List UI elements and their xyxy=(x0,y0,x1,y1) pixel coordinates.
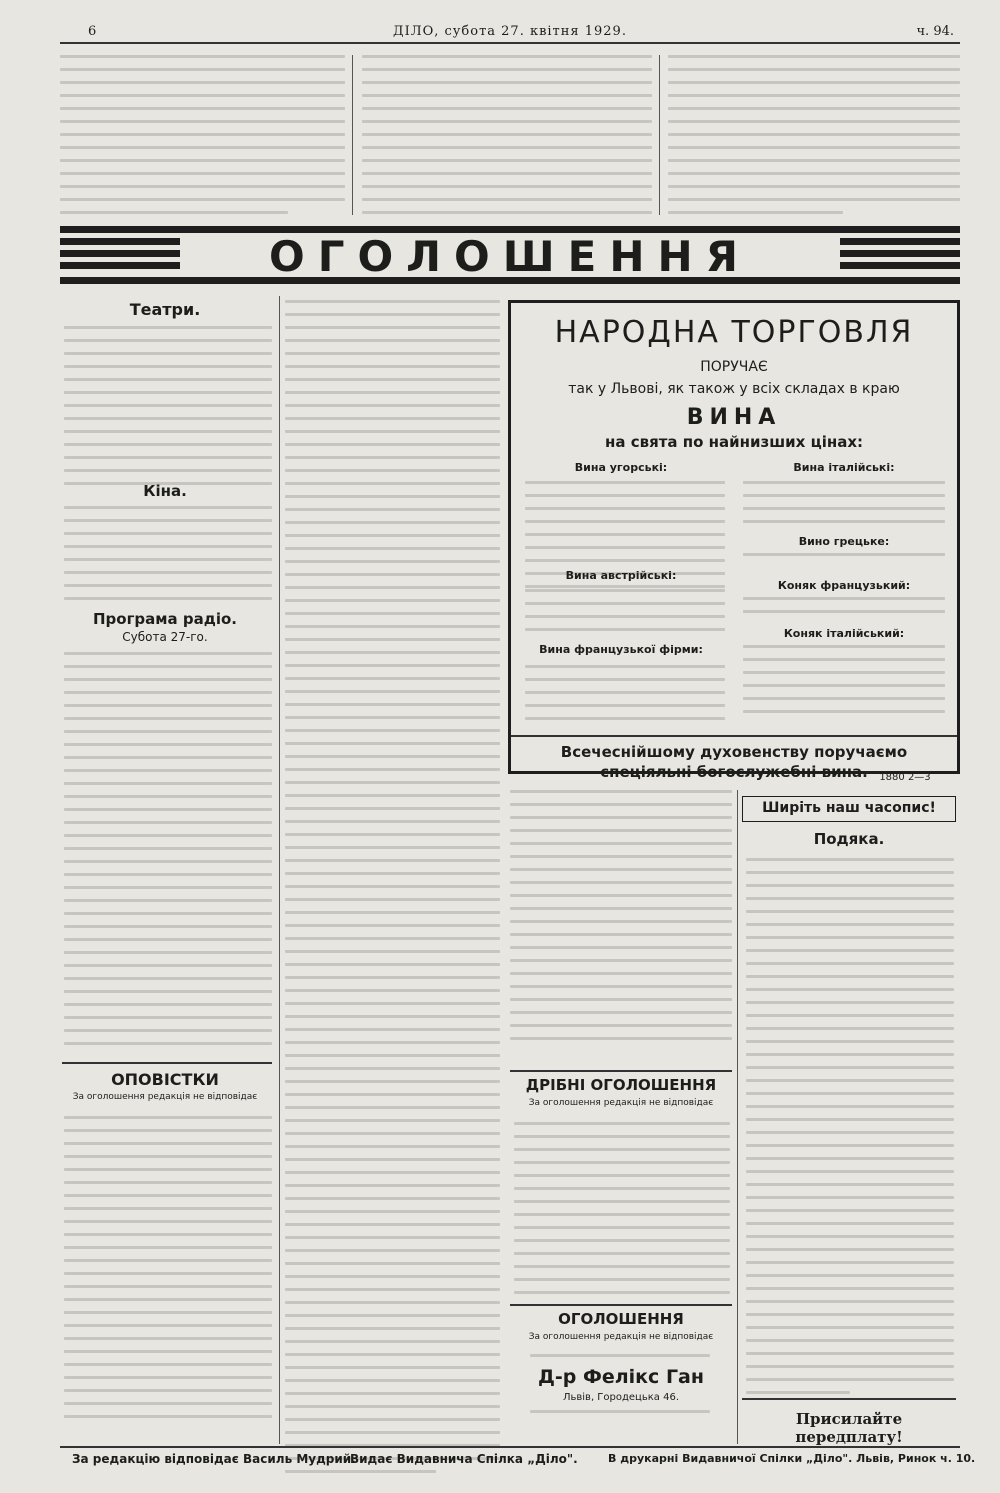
french-wines-heading: Вина французької фірми: xyxy=(539,643,703,656)
thanks-heading: Подяка. xyxy=(813,830,885,848)
italian-cognac-list xyxy=(743,645,945,723)
radio-subheading: Субота 27-го. xyxy=(122,630,208,644)
cinema-heading: Кіна. xyxy=(143,482,187,500)
theatres-list xyxy=(64,326,272,495)
italian-wines-heading: Вина італійські: xyxy=(793,461,895,474)
greek-wine-heading: Вино грецьке: xyxy=(798,535,890,548)
column-divider xyxy=(279,296,280,1444)
page-header xyxy=(60,22,960,44)
doctor-ad-name: Д-р Фелікс Ган xyxy=(537,1366,704,1388)
trade-ad-footer-1: Всечеснійшому духовенству поручаємо xyxy=(560,743,908,761)
doctor-ad-address: Львів, Городецька 46. xyxy=(562,1392,680,1403)
small-ads-heading: ДРІБНІ ОГОЛОШЕННЯ xyxy=(525,1076,717,1094)
spread-heading: Ширіть наш часопис! xyxy=(762,800,936,816)
trade-ad-offer: на свята по найнизших цінах: xyxy=(605,433,863,451)
footer-editor: За редакцію відповідає Василь Мудрий. xyxy=(72,1452,356,1466)
italian-wines-list xyxy=(743,481,945,533)
small-ads-disclaimer: За оголошення редакція не відповідає xyxy=(528,1098,714,1108)
article-text-block-1 xyxy=(60,55,345,224)
divider xyxy=(62,1062,272,1064)
trade-ad-where: так у Львові, як також у всіх складах в краю xyxy=(568,381,900,397)
french-cognac-heading: Коняк французький: xyxy=(777,579,911,592)
subscribe-slogan: Присилайте передплату! xyxy=(795,1410,903,1446)
footer-publisher: Видає Видавнича Спілка „Діло". xyxy=(350,1452,578,1466)
banner-title: ОГОЛОШЕННЯ xyxy=(269,232,751,281)
announcements-banner xyxy=(60,222,960,286)
ads-disclaimer-2: За оголошення редакція не відповідає xyxy=(528,1332,714,1342)
notices-list xyxy=(64,1116,272,1428)
french-cognac-list xyxy=(743,597,945,623)
trade-ad-recommends: ПОРУЧАЄ xyxy=(700,359,768,375)
spread-paper-box xyxy=(742,796,956,822)
footer-rule xyxy=(60,1446,960,1448)
small-ads-list xyxy=(514,1122,730,1304)
trade-ad-code: 1880 2—3 xyxy=(879,772,931,783)
hungarian-wines-heading: Вина угорські: xyxy=(574,461,668,474)
radio-program-list xyxy=(64,652,272,1055)
austrian-wines-heading: Вина австрійські: xyxy=(565,569,677,582)
column-divider xyxy=(352,55,353,215)
donors-list-text xyxy=(510,790,732,1050)
footer-printer: В друкарні Видавничої Спілки „Діло". Львів, Ринок ч. 10. xyxy=(608,1452,976,1465)
trade-ad-footer-2: спеціяльні богослужебні вина. xyxy=(600,763,868,781)
trade-ad-product: ВИНА xyxy=(686,405,782,430)
doctor-ad-hours xyxy=(530,1410,710,1423)
column-divider xyxy=(737,790,738,1444)
masthead: ДІЛО, субота 27. квітня 1929. xyxy=(393,24,627,39)
thanks-text xyxy=(746,858,954,1404)
article-text-block-2 xyxy=(362,55,652,224)
divider xyxy=(742,1398,956,1400)
divider xyxy=(511,735,957,737)
issue-number: ч. 94. xyxy=(916,24,954,39)
article-text-block-3 xyxy=(668,55,960,224)
divider xyxy=(510,1070,732,1072)
ads-heading-2: ОГОЛОШЕННЯ xyxy=(558,1310,684,1328)
theatres-heading: Театри. xyxy=(129,300,201,319)
radio-heading: Програма радіо. xyxy=(92,610,238,628)
column-divider xyxy=(659,55,660,215)
notices-disclaimer: За оголошення редакція не відповідає xyxy=(72,1092,258,1102)
italian-cognac-heading: Коняк італійський: xyxy=(783,627,905,640)
page-number: 6 xyxy=(88,24,97,39)
cinema-list xyxy=(64,506,272,610)
notices-heading: ОПОВІСТКИ xyxy=(111,1070,219,1089)
veterans-notice-text xyxy=(285,300,500,1483)
divider xyxy=(510,1304,732,1306)
austrian-wines-list xyxy=(525,589,725,641)
greek-wine-list xyxy=(743,553,945,566)
trade-ad-title: НАРОДНА ТОРГОВЛЯ xyxy=(554,315,914,350)
french-wines-list xyxy=(525,665,725,730)
